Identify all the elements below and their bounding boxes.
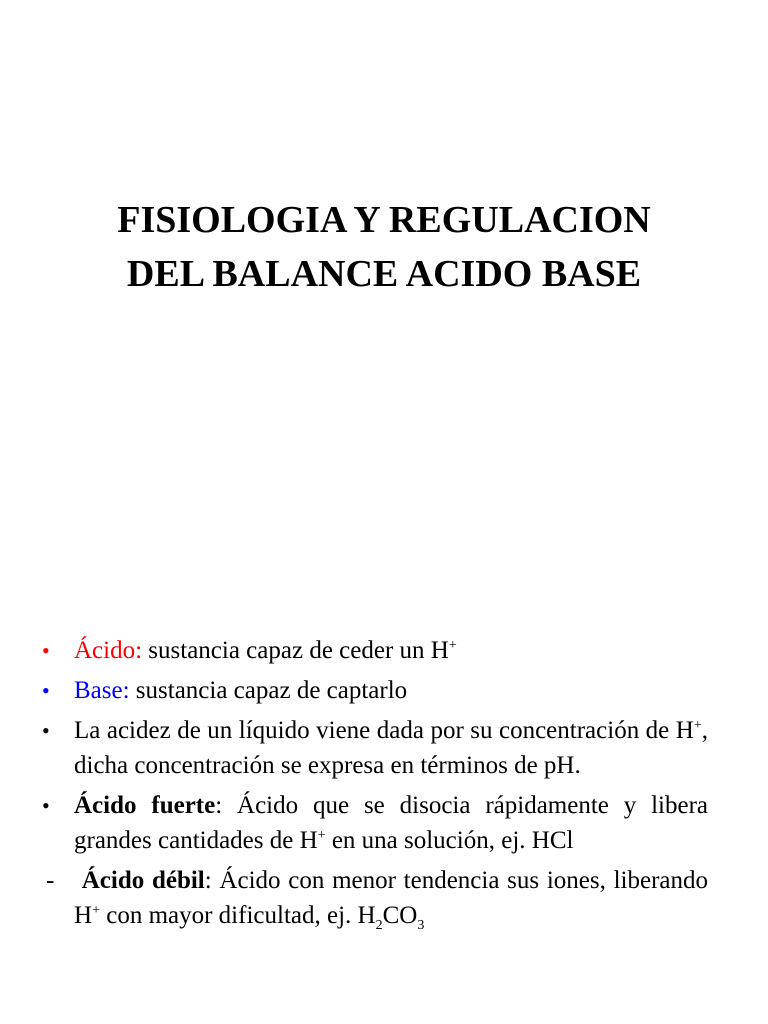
- list-item-acidity: [42, 713, 708, 783]
- bullet-marker: •: [42, 678, 50, 703]
- subscript-2: 2: [375, 918, 383, 933]
- weak-acid-text-b: con mayor dificultad, ej. H: [99, 902, 376, 929]
- list-item-base: [42, 673, 708, 708]
- strong-acid-text-a: : Ácido que se disocia rápidamente y libera grandes cantidades de H: [74, 792, 709, 854]
- list-item-weak-acid: [42, 863, 708, 933]
- bullet-marker: •: [42, 638, 50, 663]
- subscript-3: 3: [417, 918, 425, 933]
- dash-marker: -: [46, 867, 55, 894]
- superscript-plus: +: [317, 828, 326, 843]
- bullet-marker: •: [42, 718, 50, 743]
- term-weak-acid: Ácido débil: [81, 867, 205, 894]
- weak-acid-text-c: CO: [382, 902, 418, 929]
- acid-definition: sustancia capaz de ceder un H: [142, 637, 449, 664]
- strong-acid-text-b: en una solución, ej. HCl: [325, 827, 574, 854]
- superscript-plus: +: [92, 903, 100, 918]
- slide-title-line-1: FISIOLOGIA Y REGULACION: [117, 199, 651, 241]
- acidity-text-a: La acidez de un líquido viene dada por su concentración de H: [74, 717, 694, 744]
- term-base: Base:: [74, 677, 130, 704]
- superscript-plus: +: [448, 638, 457, 653]
- list-item-acid: [42, 633, 708, 668]
- slide-title: [0, 193, 768, 301]
- bullet-marker: •: [42, 793, 50, 818]
- weak-acid-text-a: : Ácido con menor tendencia sus iones, liberando H: [74, 867, 709, 929]
- acidity-text-b: , dicha concentración se expresa en términos de pH.: [74, 717, 708, 779]
- list-item-strong-acid: [42, 788, 708, 858]
- slide-title-line-2: DEL BALANCE ACIDO BASE: [126, 253, 642, 295]
- base-definition: sustancia capaz de captarlo: [129, 677, 408, 704]
- term-acid: Ácido:: [74, 637, 143, 664]
- superscript-plus: +: [693, 718, 702, 733]
- definitions-list: [42, 633, 708, 938]
- term-strong-acid: Ácido fuerte: [74, 792, 216, 819]
